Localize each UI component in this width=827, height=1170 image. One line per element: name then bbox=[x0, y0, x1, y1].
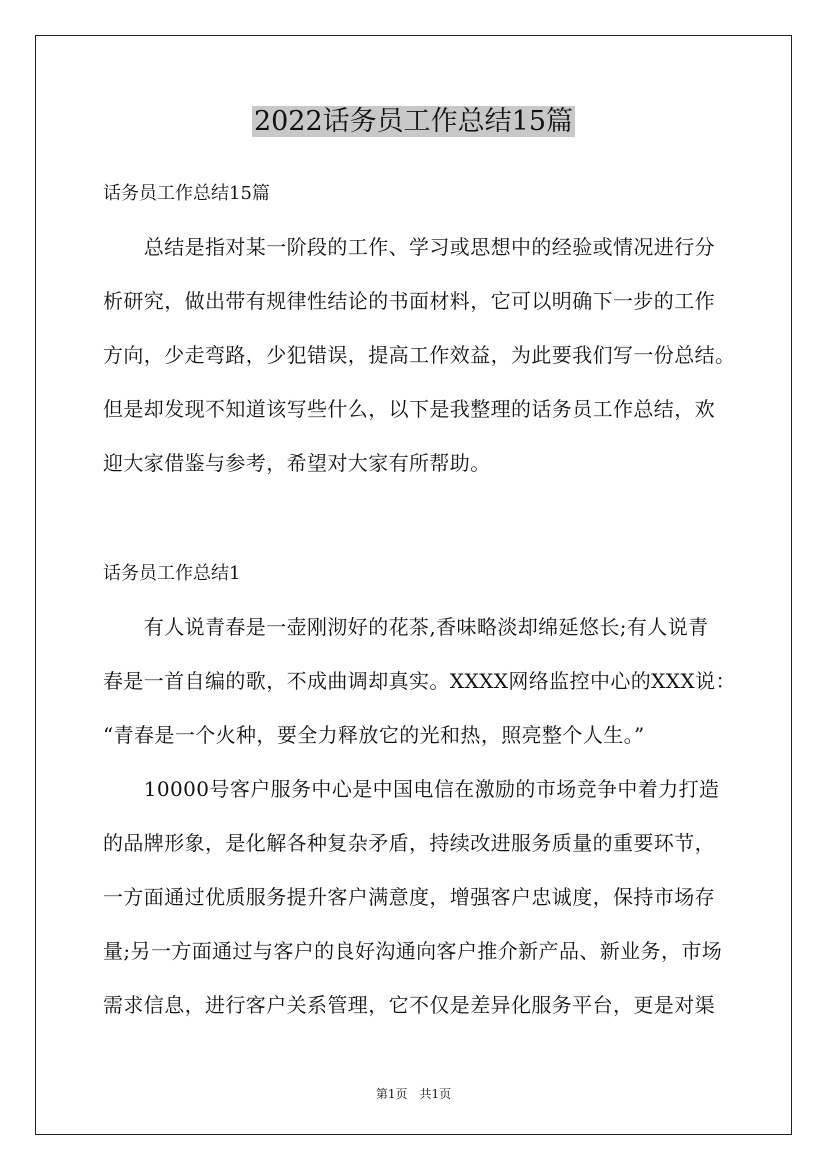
paragraph-line: 需求信息，进行客户关系管理，它不仅是差异化服务平台，更是对渠 bbox=[103, 993, 715, 1017]
intro-paragraph bbox=[103, 220, 743, 490]
paragraph-line: 一方面通过优质服务提升客户满意度，增强客户忠诚度，保持市场存 bbox=[103, 885, 715, 909]
paragraph-line: 方向，少走弯路，少犯错误，提高工作效益，为此要我们写一份总结。 bbox=[103, 343, 736, 367]
page-footer: 第1页 共1页 bbox=[375, 1087, 452, 1101]
paragraph-line: 析研究，做出带有规律性结论的书面材料，它可以明确下一步的工作 bbox=[103, 289, 715, 313]
paragraph-line: 有人说青春是一壶刚沏好的花茶,香味略淡却绵延悠长;有人说青 bbox=[103, 615, 709, 639]
section1-paragraph-2 bbox=[103, 762, 743, 1032]
document-title-text: 2022话务员工作总结15篇 bbox=[253, 106, 574, 137]
document-title bbox=[0, 102, 827, 142]
document-subtitle: 话务员工作总结15篇 bbox=[103, 183, 270, 204]
paragraph-line: 的品牌形象，是化解各种复杂矛盾，持续改进服务质量的重要环节， bbox=[103, 831, 715, 855]
paragraph-line: “青春是一个火种，要全力释放它的光和热，照亮整个人生。” bbox=[103, 723, 645, 747]
paragraph-line: 总结是指对某一阶段的工作、学习或思想中的经验或情况进行分 bbox=[103, 235, 715, 259]
section1-paragraph-1 bbox=[103, 600, 743, 762]
paragraph-line: 但是却发现不知道该写些什么，以下是我整理的话务员工作总结，欢 bbox=[103, 397, 715, 421]
section-heading-1: 话务员工作总结1 bbox=[103, 563, 241, 584]
paragraph-line: 量;另一方面通过与客户的良好沟通向客户推介新产品、新业务，市场 bbox=[103, 939, 723, 963]
paragraph-line: 10000号客户服务中心是中国电信在激励的市场竞争中着力打造 bbox=[103, 777, 720, 801]
paragraph-line: 春是一首自编的歌，不成曲调却真实。XXXX网络监控中心的XXX说： bbox=[103, 669, 736, 693]
paragraph-line: 迎大家借鉴与参考，希望对大家有所帮助。 bbox=[103, 451, 491, 475]
